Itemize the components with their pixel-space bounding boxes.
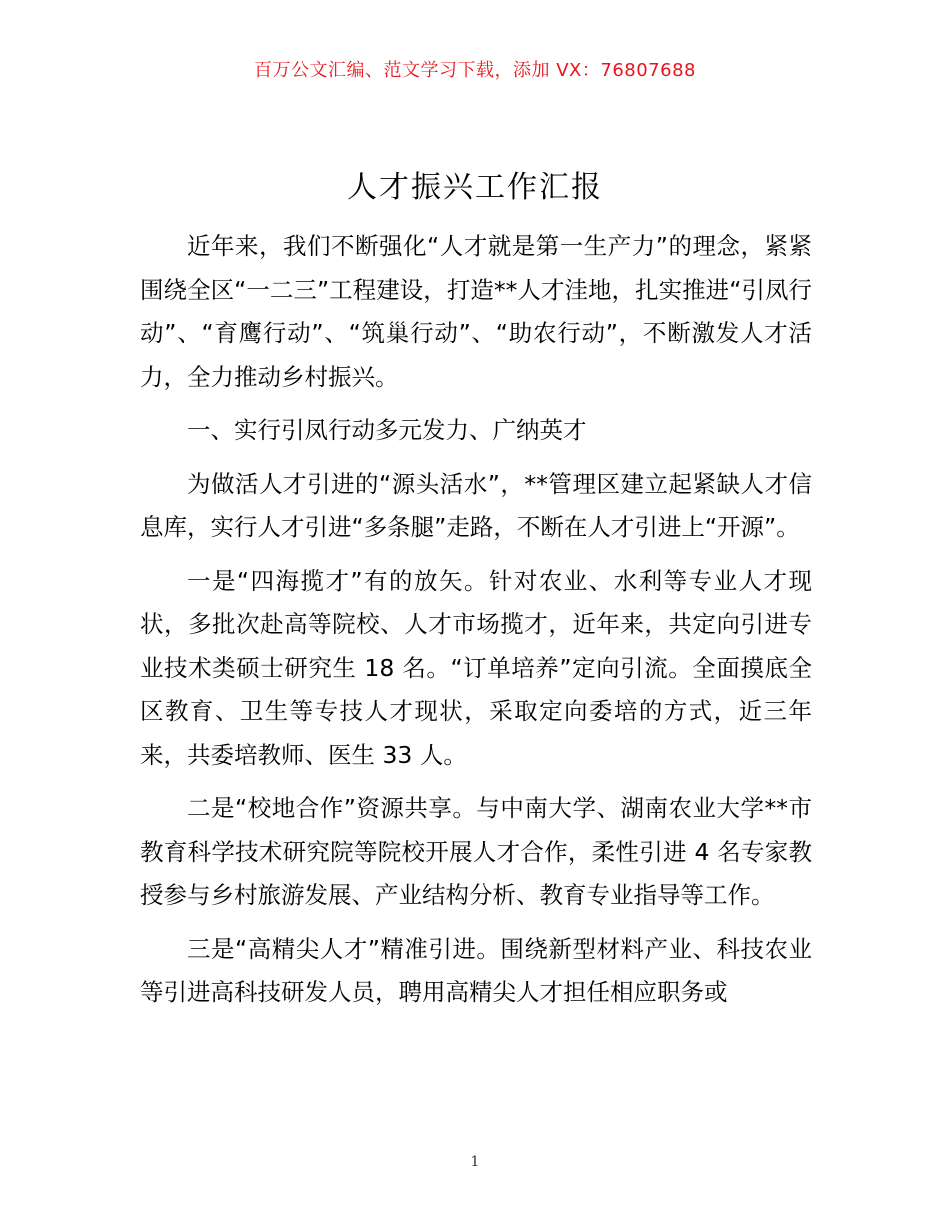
document-body bbox=[140, 225, 812, 1025]
paragraph-intro: 近年来，我们不断强化“人才就是第一生产力”的理念，紧紧围绕全区“一二三”工程建设，打造**人才洼地，扎实推进“引凤行动”、“育鹰行动”、“筑巢行动”、“助农行动”，不断激发人才活力，全力推动乡村振兴。 bbox=[140, 232, 812, 391]
page-number: 1 bbox=[470, 1154, 480, 1170]
paragraph: 一是“四海揽才”有的放矢。针对农业、水利等专业人才现状，多批次赴高等院校、人才市场揽才，近年来，共定向引进专业技术类硕士研究生 18 名。“订单培养”定向引流。全面摸底全区教育、卫生等专技人才现状，采取定向委培的方式，近三年来，共委培教师、医生 33 人。 bbox=[140, 566, 812, 769]
section-heading: 一、实行引凤行动多元发力、广纳英才 bbox=[187, 416, 587, 444]
paragraph: 三是“高精尖人才”精准引进。围绕新型材料产业、科技农业等引进高科技研发人员，聘用高精尖人才担任相应职务或 bbox=[140, 934, 812, 1006]
paragraph: 二是“校地合作”资源共享。与中南大学、湖南农业大学**市教育科学技术研究院等院校开展人才合作，柔性引进 4 名专家教授参与乡村旅游发展、产业结构分析、教育专业指导等工作。 bbox=[140, 794, 812, 909]
document-title: 人才振兴工作汇报 bbox=[347, 170, 603, 205]
header-banner: 百万公文汇编、范文学习下载，添加 VX：76807688 bbox=[254, 60, 696, 81]
paragraph: 为做活人才引进的“源头活水”，**管理区建立起紧缺人才信息库，实行人才引进“多条腿”走路，不断在人才引进上“开源”。 bbox=[140, 469, 812, 541]
